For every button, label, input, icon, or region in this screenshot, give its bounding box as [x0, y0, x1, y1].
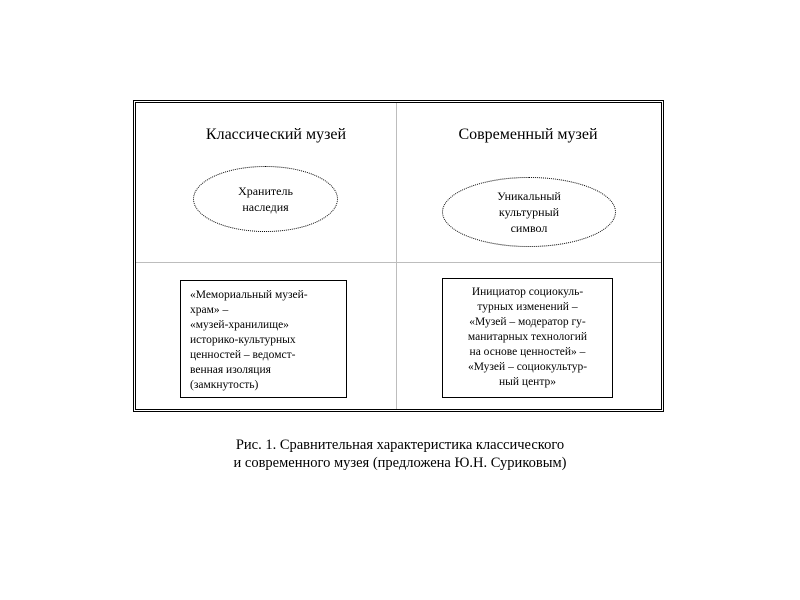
box-line: «Мемориальный музей-: [190, 289, 308, 301]
ellipse-line: символ: [510, 221, 548, 235]
box-line: ный центр»: [499, 376, 556, 388]
modern-museum-ellipse: [442, 177, 616, 247]
classic-museum-description-box: [180, 280, 347, 398]
figure-caption: [150, 436, 650, 472]
vertical-divider: [396, 103, 397, 409]
box-line: «Музей – социокультур-: [467, 361, 588, 373]
box-line: «Музей – модератор гу-: [469, 316, 586, 328]
box-line: храм» –: [190, 304, 229, 316]
box-line: ценностей – ведомст-: [190, 349, 296, 361]
box-line: (замкнутость): [190, 379, 259, 391]
box-line: турных изменений –: [477, 301, 578, 313]
caption-line: Рис. 1. Сравнительная характеристика классического: [235, 437, 565, 453]
ellipse-line: культурный: [498, 205, 560, 219]
box-line: манитарных технологий: [467, 331, 588, 343]
horizontal-divider: [136, 262, 661, 263]
box-line: Инициатор социокуль-: [471, 286, 584, 298]
box-line: историко-культурных: [190, 334, 296, 346]
modern-museum-description-box: [442, 278, 613, 398]
ellipse-line: Уникальный: [497, 189, 561, 203]
classic-museum-ellipse: [193, 166, 338, 232]
box-line: венная изоляция: [190, 364, 271, 376]
ellipse-line: наследия: [242, 200, 289, 214]
caption-line: и современного музея (предложена Ю.Н. Суриковым): [233, 455, 567, 471]
ellipse-line: Хранитель: [238, 184, 293, 198]
box-line: «музей-хранилище»: [190, 319, 289, 331]
modern-museum-title: Современный музей: [458, 126, 598, 143]
box-line: на основе ценностей» –: [469, 346, 586, 358]
classic-museum-title: Классический музей: [205, 126, 347, 143]
